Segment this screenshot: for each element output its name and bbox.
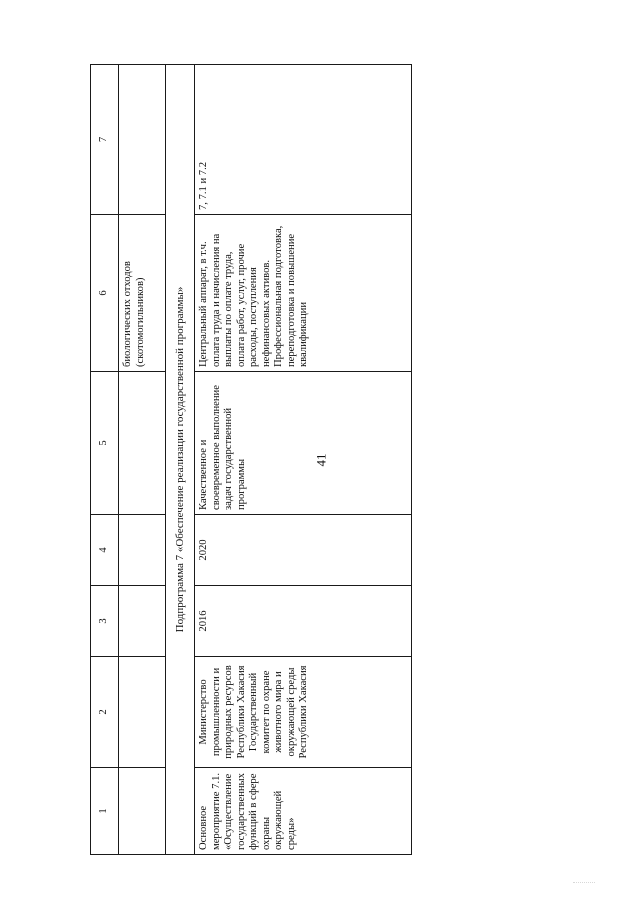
continued-row (119, 65, 166, 855)
subprogram-row (166, 65, 195, 855)
main-row (195, 65, 412, 855)
header-cell-4: 4 (91, 515, 119, 586)
link-cell: 7, 7.1 и 7.2 (195, 65, 412, 215)
continued-cell-4 (119, 515, 166, 586)
result-cell: Качественное и своевременное выполнение задач государственной программы (195, 372, 412, 515)
continued-cell-3 (119, 586, 166, 657)
continued-cell-5 (119, 372, 166, 515)
rotated-table-container (90, 65, 412, 855)
header-cell-3: 3 (91, 586, 119, 657)
continued-cell-2 (119, 657, 166, 768)
continued-cell-1 (119, 768, 166, 855)
header-cell-5: 5 (91, 372, 119, 515)
page-number: 41 (313, 453, 328, 467)
start-year-cell: 2016 (195, 586, 412, 657)
header-cell-7: 7 (91, 65, 119, 215)
header-cell-1: 1 (91, 768, 119, 855)
measure-name-cell: Основное мероприятие 7.1. «Осуществление государственных функций в сфере охраны окружающей среды» (195, 768, 412, 855)
scan-mark (573, 882, 595, 885)
header-cell-6: 6 (91, 215, 119, 372)
continued-cell-6: биологических отходов (скотомогильников) (119, 215, 166, 372)
continued-cell-7 (119, 65, 166, 215)
header-cell-2: 2 (91, 657, 119, 768)
directions-cell: Центральный аппарат, в т.ч. оплата труда и начисления на выплаты по оплате труда, оплата работ, услуг, прочие расходы, поступления нефинансовых активов. Профессиональная подготовка, переподготовка и повышение квалификации (195, 215, 412, 372)
header-row (91, 65, 119, 855)
subprogram-title: Подпрограмма 7 «Обеспечение реализации государственной программы» (166, 65, 195, 855)
program-table (90, 64, 412, 855)
end-year-cell: 2020 (195, 515, 412, 586)
executor-cell: Министерство промышленности и природных ресурсов Республики Хакасия Государственный комитет по охране животного мира и окружающей среды Республики Хакасия (195, 657, 412, 768)
